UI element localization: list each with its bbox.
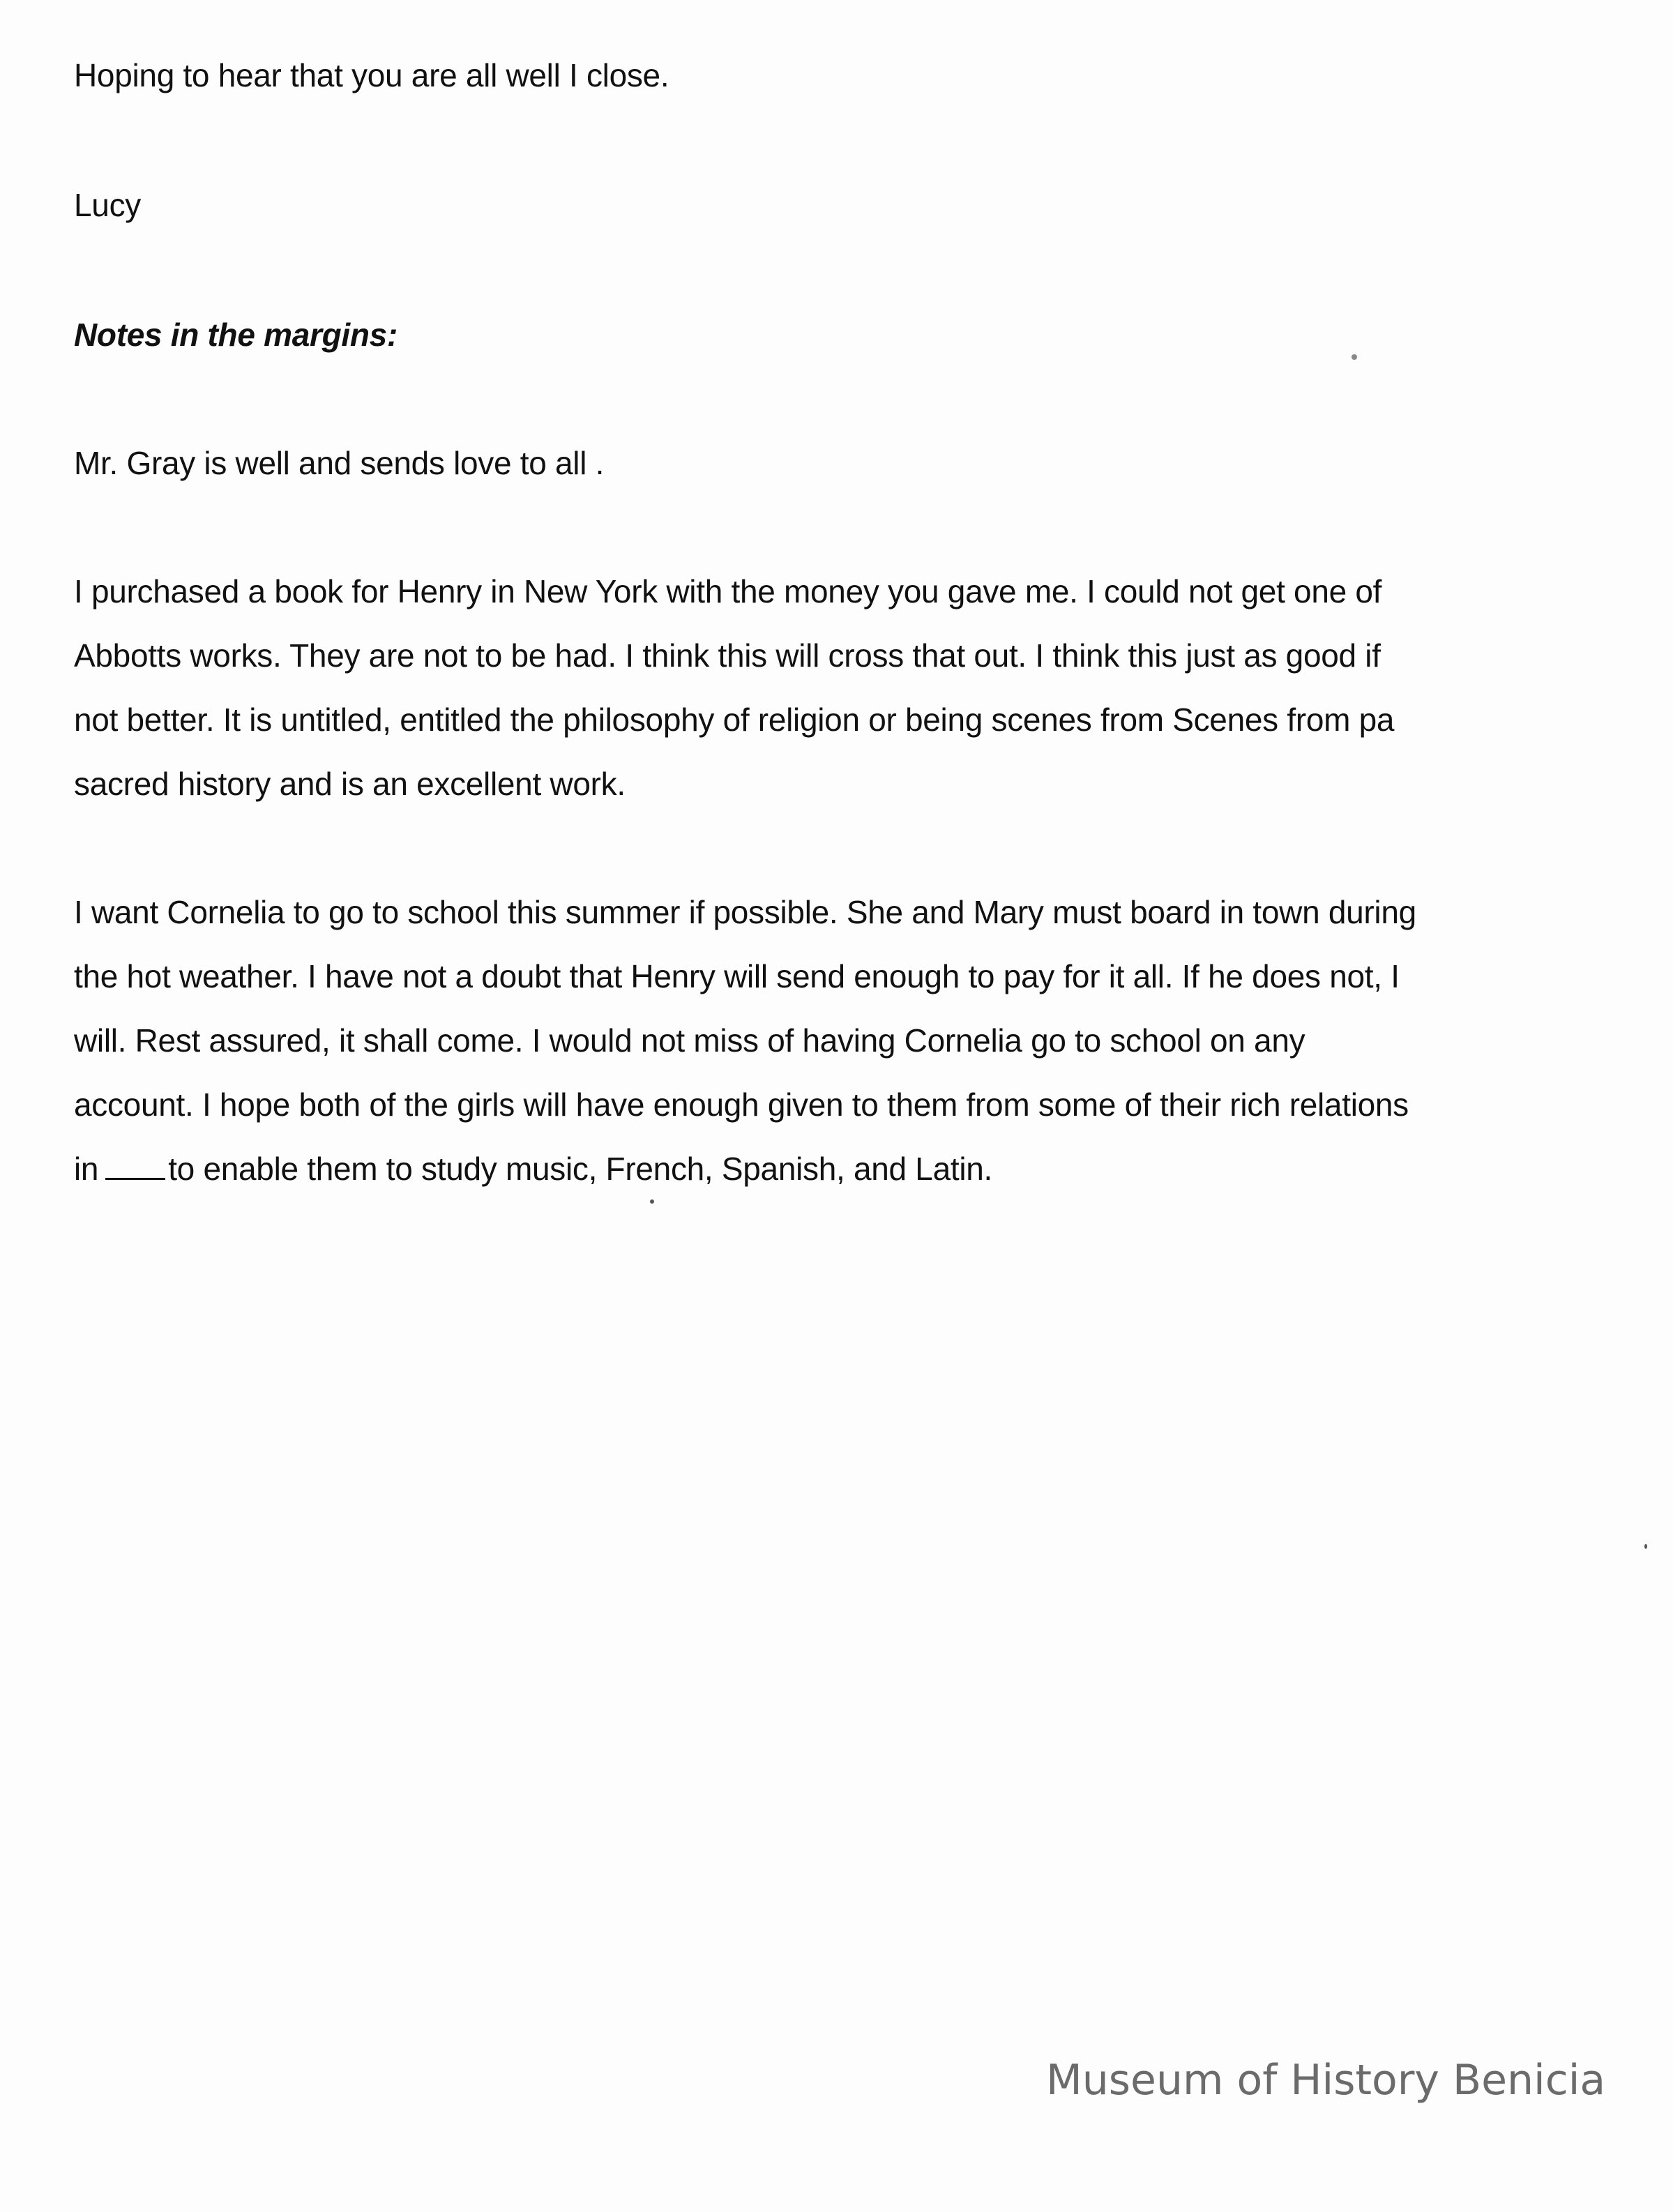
paragraph-school-line-3: will. Rest assured, it shall come. I would not miss of having Cornelia go to school on any <box>74 1022 1305 1059</box>
signature: Lucy <box>74 187 141 223</box>
last-line-start: in <box>74 1151 99 1187</box>
scan-speck <box>650 1199 654 1204</box>
paragraph-book-line-3: not better. It is untitled, entitled the philosophy of religion or being scenes from Scenes from pa <box>74 702 1395 738</box>
last-line-end: to enable them to study music, French, Spanish, and Latin. <box>168 1151 993 1187</box>
margin-notes-heading: Notes in the margins: <box>74 317 398 353</box>
blank-underline <box>105 1157 165 1180</box>
paragraph-book-line-1: I purchased a book for Henry in New York with the money you gave me. I could not get one of <box>74 573 1382 609</box>
paragraph-book-line-2: Abbotts works. They are not to be had. I think this will cross that out. I think this just as good if <box>74 637 1381 674</box>
paragraph-school-line-4: account. I hope both of the girls will have enough given to them from some of their rich relations <box>74 1086 1409 1123</box>
scan-speck <box>1644 1544 1647 1549</box>
paragraph-school-line-5 <box>74 1149 992 1188</box>
closing-line: Hoping to hear that you are all well I close. <box>74 57 669 93</box>
paragraph-school-line-1: I want Cornelia to go to school this summer if possible. She and Mary must board in town during <box>74 894 1416 930</box>
paragraph-school-line-2: the hot weather. I have not a doubt that Henry will send enough to pay for it all. If he does not, I <box>74 958 1400 994</box>
paragraph-book-line-4: sacred history and is an excellent work. <box>74 766 626 802</box>
museum-watermark: Museum of History Benicia <box>1046 2056 1606 2105</box>
scan-speck <box>1352 354 1357 360</box>
margin-note-mr-gray: Mr. Gray is well and sends love to all . <box>74 445 605 481</box>
